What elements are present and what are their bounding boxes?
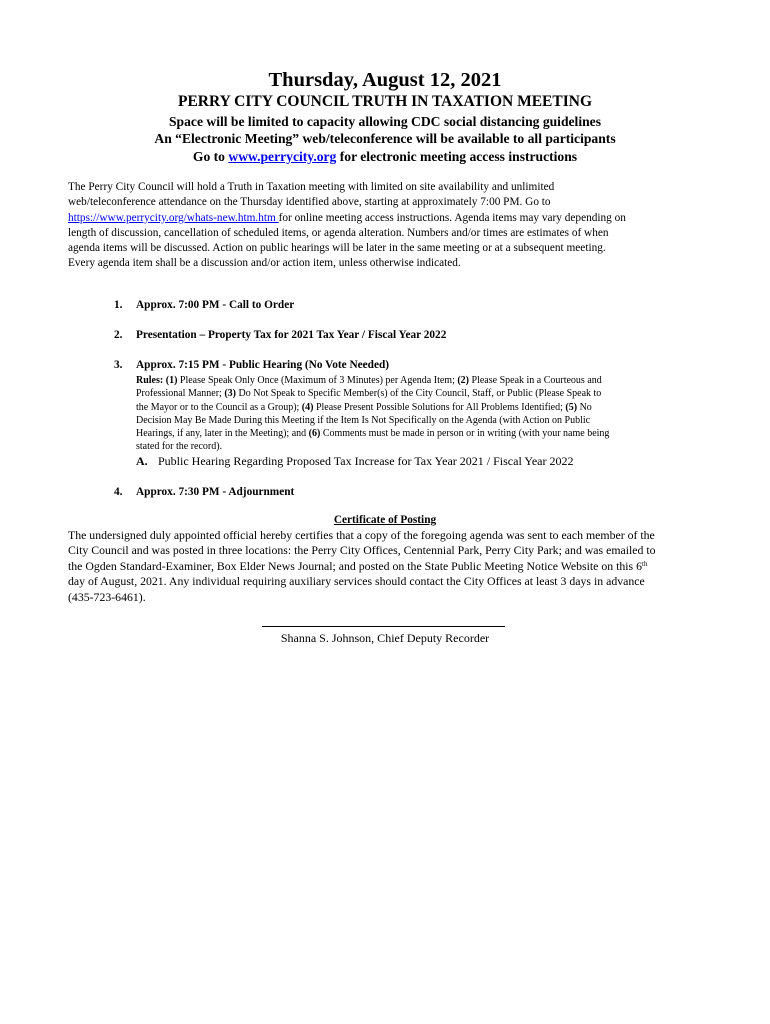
intro-line: agenda items will be discussed. Action on public hearings will be later in the same meeting or at a subsequent meeting. [68,242,606,255]
rules-line: Decision May Be Made During this Meeting if the Item Is Not Specifically on the Agenda (with Action on Public [136,414,591,426]
meeting-title: PERRY CITY COUNCIL TRUTH IN TAXATION MEETING [178,93,592,110]
certificate-line: The undersigned duly appointed official hereby certifies that a copy of the foregoing agenda was sent to each member of the [68,528,655,542]
intro-line: length of discussion, cancellation of scheduled items, or agenda alteration. Numbers and/or times are estimates of when [68,226,609,239]
perrycity-link[interactable]: www.perrycity.org [228,149,337,164]
access-instructions [0,149,770,165]
rule-text: Please Speak in a Courteous and [469,375,602,386]
capacity-notice: Space will be limited to capacity allowing CDC social distancing guidelines [169,114,601,129]
intro-line: web/teleconference attendance on the Thursday identified above, starting at approximately 7:00 PM. Go to [68,196,551,209]
rule-text: Do Not Speak to Specific Member(s) of the City Council, Staff, or Public (Please Speak to [236,388,602,400]
intro-line: The Perry City Council will hold a Truth in Taxation meeting with limited on site availability and unlimited [68,181,555,193]
rules-line [136,427,696,440]
rules-label: Rules: [136,375,164,386]
rules-line: stated for the record). [136,441,223,453]
rule-text: Please Speak Only Once (Maximum of 3 Minutes) per Agenda Item; [177,375,458,386]
agenda-item-3 [114,359,389,371]
intro-line [68,211,708,226]
agenda-number: 4. [114,486,123,498]
sub-item-text: Public Hearing Regarding Proposed Tax Increase for Tax Year 2021 / Fiscal Year 2022 [158,454,574,468]
agenda-text: Approx. 7:00 PM - Call to Order [136,299,295,311]
agenda-text: Presentation – Property Tax for 2021 Tax Year / Fiscal Year 2022 [136,329,447,341]
rule-number: (6) [308,428,321,440]
agenda-item-1 [114,299,294,311]
rule-text: No [577,401,592,413]
access-prefix: Go to [192,149,229,164]
intro-line-rest: for online meeting access instructions. Agenda items may vary depending on [278,211,626,224]
rules-line [136,374,696,387]
rules-line [136,401,696,414]
intro-paragraph [68,180,708,272]
certificate-paragraph [68,528,708,605]
rule-number: (2) [457,375,470,386]
sub-item-label: A. [136,454,148,468]
agenda-number: 3. [114,359,123,371]
signature-line [262,626,505,627]
hearing-rules [136,374,696,454]
rule-number: (3) [224,388,236,400]
agenda-text: Approx. 7:15 PM - Public Hearing (No Vote Needed) [136,359,390,371]
intro-line: Every agenda item shall be a discussion and/or action item, unless otherwise indicated. [68,257,461,270]
whats-new-link[interactable]: https://www.perrycity.org/whats-new.htm.htm [68,211,279,224]
rules-line [136,387,696,400]
meeting-date: Thursday, August 12, 2021 [268,69,502,91]
agenda-text: Approx. 7:30 PM - Adjournment [136,486,295,498]
certificate-line: day of August, 2021. Any individual requiring auxiliary services should contact the City Offices at least 3 days in advance [68,574,645,589]
ordinal-suffix: th [642,559,648,568]
rule-number: (4) [301,401,314,413]
rule-text: Professional Manner; [136,388,225,400]
access-suffix: for electronic meeting access instructions [336,149,578,164]
certificate-text: the Ogden Standard-Examiner, Box Elder News Journal; and posted on the State Public Meeting Notice Website on this 6 [68,558,642,573]
certificate-title: Certificate of Posting [333,514,437,526]
rule-number: (5) [565,401,578,413]
agenda-number: 1. [114,299,123,311]
rule-text: Hearings, if any, later in the Meeting); and [136,428,309,440]
agenda-sub-item-a [136,454,573,469]
rule-number: (1) [165,375,178,386]
certificate-line: City Council and was posted in three locations: the Perry City Offices, Centennial Park, Perry City Park; and was emailed to [68,543,656,558]
electronic-meeting-notice: An “Electronic Meeting” web/teleconference will be available to all participants [154,131,616,146]
certificate-line [68,559,708,574]
rule-text: Please Present Possible Solutions for All Problems Identified; [313,401,566,413]
agenda-number: 2. [114,329,123,341]
signer-name: Shanna S. Johnson, Chief Deputy Recorder [280,631,490,645]
rule-text: the Mayor or to the Council as a Group); [136,401,302,413]
rule-text: Comments must be made in person or in writing (with your name being [320,428,610,440]
agenda-item-2 [114,329,446,341]
certificate-line: (435-723-6461). [68,589,146,604]
agenda-item-4 [114,486,294,498]
